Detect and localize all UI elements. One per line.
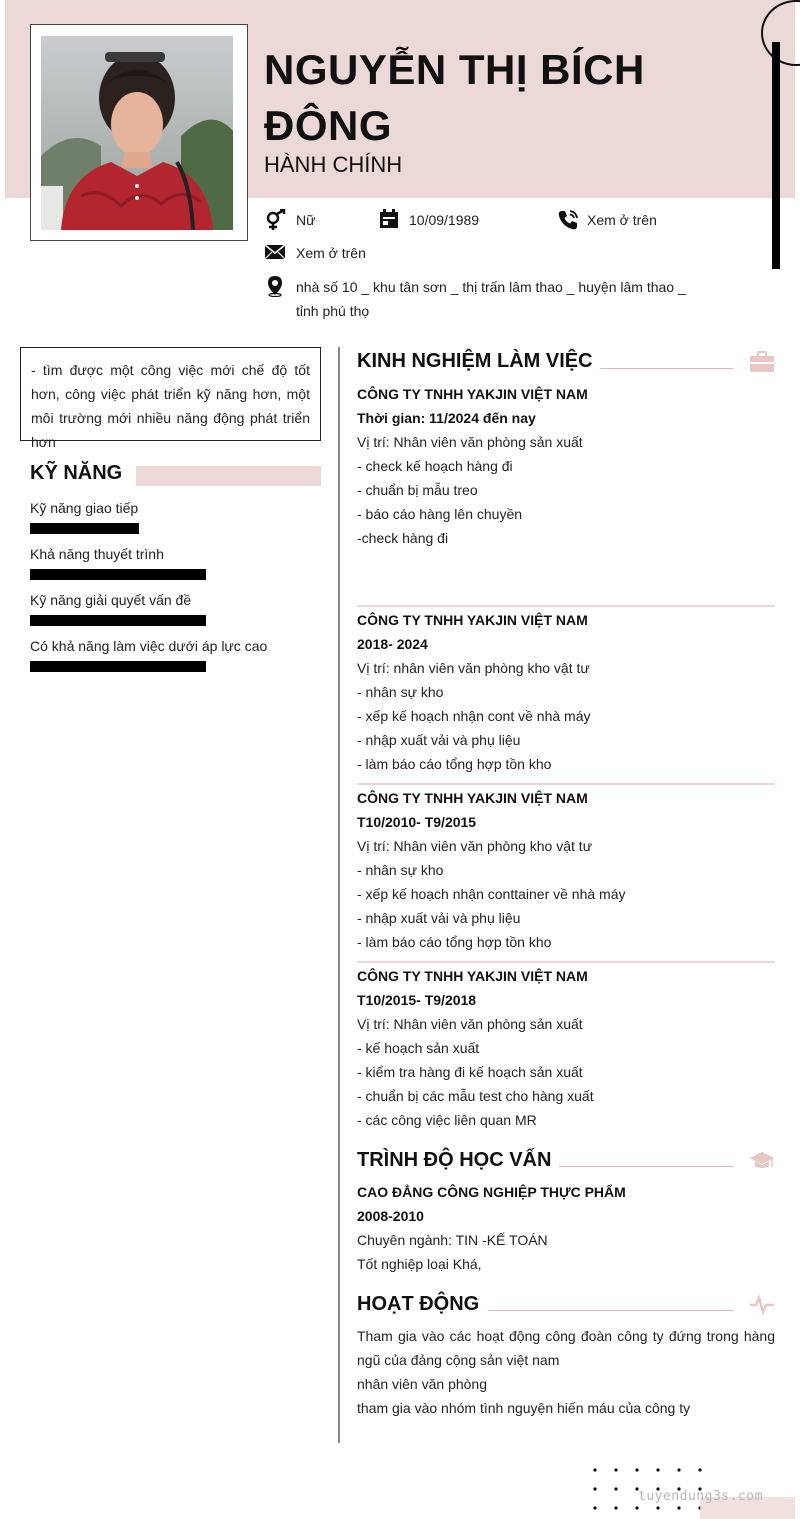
job-line: - kế hoạch sản xuất [357, 1040, 480, 1056]
job-line: - xếp kế hoạch nhận cont về nhà máy [357, 708, 591, 724]
job-separator [357, 605, 775, 607]
education-title-line [559, 1166, 733, 1167]
job-line: Vị trí: Nhân viên văn phòng sản xuất [357, 1016, 583, 1032]
job-line: - làm báo cáo tổng hợp tồn kho [357, 934, 552, 950]
skill-name: Kỹ năng giải quyết vấn đề [30, 592, 192, 608]
skills-title-band [136, 466, 321, 486]
job-company: CÔNG TY TNHH YAKJIN VIỆT NAM [357, 612, 588, 628]
education-period: 2008-2010 [357, 1208, 424, 1224]
column-divider [338, 347, 340, 1443]
job-line: - chuẩn bị các mẫu test cho hàng xuất [357, 1088, 594, 1104]
education-entry [357, 1180, 775, 1276]
phone-value: Xem ở trên [587, 212, 657, 228]
job-period: Thời gian: 11/2024 đến nay [357, 410, 536, 426]
phone-icon [557, 209, 579, 231]
skill-name: Kỹ năng giao tiếp [30, 500, 139, 516]
location-pin-icon [264, 275, 286, 297]
activities-title-line [488, 1310, 733, 1311]
job-separator [357, 961, 775, 963]
job-entry [357, 786, 775, 954]
job-line: - báo cáo hàng lên chuyền [357, 506, 523, 522]
activity-line: Tham gia vào các hoạt động công đoàn công ty đứng trong hàng ngũ của đảng cộng sản việt nam [357, 1328, 775, 1368]
pulse-icon [749, 1295, 775, 1315]
profile-photo [41, 36, 233, 230]
job-company: CÔNG TY TNHH YAKJIN VIỆT NAM [357, 790, 588, 806]
gender-icon [264, 209, 286, 231]
job-line: - kiểm tra hàng đi kế hoạch sản xuất [357, 1064, 583, 1080]
skill-name: Có khả năng làm việc dưới áp lực cao [30, 638, 268, 654]
graduation-cap-icon [749, 1150, 775, 1172]
job-title: HÀNH CHÍNH [264, 152, 403, 177]
activities-title: HOẠT ĐỘNG [357, 1293, 480, 1315]
job-period: 2018- 2024 [357, 636, 428, 652]
job-line: -check hàng đi [357, 530, 449, 546]
job-line: - làm báo cáo tổng hợp tồn kho [357, 756, 552, 772]
gender-value: Nữ [296, 212, 316, 228]
briefcase-icon [749, 351, 775, 373]
job-line: - nhập xuất vải và phụ liệu [357, 910, 521, 926]
skill-bar [30, 661, 206, 672]
job-line: - nhân sự kho [357, 684, 444, 700]
job-entry [357, 382, 775, 550]
job-line: Vị trí: Nhân viên văn phòng kho vật tư [357, 838, 593, 854]
gender-item [264, 209, 315, 231]
activity-line: nhân viên văn phòng [357, 1376, 487, 1392]
experience-title: KINH NGHIỆM LÀM VIỆC [357, 350, 593, 372]
education-grade: Tốt nghiệp loại Khá, [357, 1256, 482, 1272]
activities-entry [357, 1324, 775, 1420]
job-line: Vị trí: nhân viên văn phòng kho vật tư [357, 660, 590, 676]
job-line: - nhập xuất vải và phụ liệu [357, 732, 521, 748]
job-company: CÔNG TY TNHH YAKJIN VIỆT NAM [357, 386, 588, 402]
job-line: - xếp kế hoạch nhận conttainer về nhà máy [357, 886, 626, 902]
job-entry [357, 608, 775, 776]
job-line: - chuẩn bị mẫu treo [357, 482, 478, 498]
school-name: CAO ĐẲNG CÔNG NGHIỆP THỰC PHẨM [357, 1184, 626, 1200]
job-line: - các công việc liên quan MR [357, 1112, 537, 1128]
email-value: Xem ở trên [296, 245, 366, 261]
skill-bar [30, 569, 206, 580]
candidate-name: NGUYỄN THỊ BÍCH ĐÔNG [264, 46, 645, 149]
job-company: CÔNG TY TNHH YAKJIN VIỆT NAM [357, 968, 588, 984]
experience-title-line [600, 368, 733, 369]
phone-item [557, 209, 657, 231]
envelope-icon [264, 242, 286, 262]
job-line: Vị trí: Nhân viên văn phòng sản xuất [357, 434, 583, 450]
skill-bar [30, 523, 139, 534]
activity-line: tham gia vào nhóm tình nguyện hiến máu của công ty [357, 1400, 691, 1416]
email-item [264, 242, 366, 264]
birthday-item [379, 209, 479, 231]
address-item [264, 275, 694, 323]
education-major: Chuyên ngành: TIN -KẾ TOÁN [357, 1232, 548, 1248]
decorative-bar [772, 42, 780, 269]
skills-title: KỸ NĂNG [30, 462, 123, 484]
skill-name: Khả năng thuyết trình [30, 546, 164, 562]
job-separator [357, 783, 775, 785]
education-title: TRÌNH ĐỘ HỌC VẤN [357, 1149, 552, 1171]
birthday-value: 10/09/1989 [409, 212, 480, 228]
job-line: - nhân sự kho [357, 862, 444, 878]
watermark: tuyendung3s.com [638, 1489, 763, 1504]
calendar-icon [379, 209, 399, 229]
job-period: T10/2015- T9/2018 [357, 992, 477, 1008]
skill-bar [30, 615, 206, 626]
job-line: - check kế hoạch hàng đi [357, 458, 513, 474]
job-period: T10/2010- T9/2015 [357, 814, 477, 830]
job-entry [357, 964, 775, 1132]
career-objective: - tìm được một công việc mới chế độ tốt hơn, công việc phát triển kỹ năng hơn, một môi trường mới nhiều năng động phát triển hơn [20, 347, 321, 441]
address-value: nhà số 10 _ khu tân sơn _ thị trấn lâm thao _ huyện lâm thao _ tỉnh phú thọ [296, 279, 686, 319]
